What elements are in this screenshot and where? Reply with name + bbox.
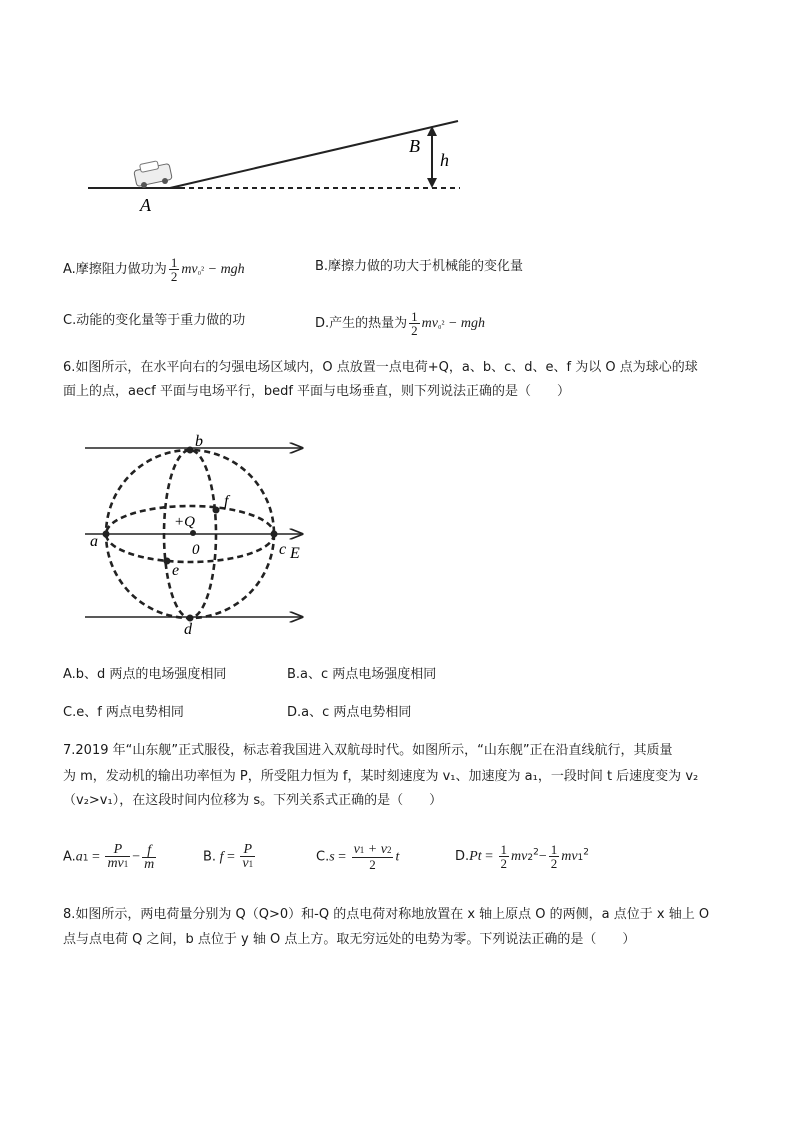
incline-figure [80,110,480,220]
point-c [271,531,278,538]
q7-option-D: D.Pt = $\frac{1}{2}$ $mv2^2-$ $\frac{1}{2}$ $mv1^2$ [455,842,590,871]
point-b [187,447,194,454]
point-f [213,507,220,514]
label-A: A [140,195,151,215]
label-h: h [440,150,449,170]
label-f: f [224,493,229,510]
q5-option-B: B.摩擦力做的功大于机械能的变化量 [315,259,524,274]
q6-option-B: B.a、c 两点电场强度相同 [287,667,437,682]
q7-stem-line3: （v₂>v₁），在这段时间内位移为 s。下列关系式正确的是（ ） [63,793,443,808]
q5-option-C: C.动能的变化量等于重力做的功 [63,313,246,328]
point-e [164,558,171,565]
label-c: c [279,541,287,558]
label-a: a [90,533,98,550]
sphere-field-figure [80,430,320,640]
q6-option-C: C.e、f 两点电势相同 [63,705,184,720]
q6-option-D: D.a、c 两点电势相同 [287,705,412,720]
point-a [103,531,110,538]
q8-stem-line1: 8.如图所示，两电荷量分别为 Q（Q>0）和-Q 的点电荷对称地放置在 x 轴上原点 O 的两侧，a 点位于 x 轴上 O [63,907,710,922]
car-icon [134,161,173,188]
q7-stem-line1: 7.2019 年“山东舰”正式服役，标志着我国进入双航母时代。如图所示，“山东舰”正在沿直线航行，其质量 [63,743,673,758]
q6-option-A: A.b、d 两点的电场强度相同 [63,667,227,682]
label-B: B [409,136,420,156]
q8-stem-line2: 点与点电荷 Q 之间，b 点位于 y 轴 O 点上方。取无穷远处的电势为零。下列说法正确的是（ ） [63,932,636,947]
arrowhead-bottom [427,178,437,188]
q5-option-D: D.产生的热量为 $\frac{1}{2}$ mv₀² − mgh [315,309,486,338]
q7-option-B: B. f = $\frac{P}{v1}$ [203,842,254,871]
label-O: 0 [192,542,200,558]
label-e: e [172,562,180,579]
q7-option-C: C.s = $\frac{v1 + v2}{2}$ t [316,842,400,872]
label-b: b [195,433,203,450]
q5-option-A: A.摩擦阻力做功为 $\frac{1}{2}$ mv₀² − mgh [63,255,245,284]
label-d: d [184,621,192,638]
point-O [190,530,196,536]
q7-stem-line2: 为 m，发动机的输出功率恒为 P，所受阻力恒为 f，某时刻速度为 v₁、加速度为 a₁，一段时间 t 后速度变为 v₂ [63,769,699,784]
label-E: E [290,545,300,562]
q7-option-A: A.a1 = $\frac{P}{mv1}$ − $\frac{f}{m}$ [63,842,155,872]
q6-stem-line1: 6.如图所示，在水平向右的匀强电场区域内，O 点放置一点电荷+Q，a、b、c、d、e、f 为以 O 点为球心的球 [63,360,698,375]
label-plus-Q: +Q [174,514,195,530]
q6-stem-line2: 面上的点，aecf 平面与电场平行，bedf 平面与电场垂直，则下列说法正确的是（ ） [63,384,571,399]
